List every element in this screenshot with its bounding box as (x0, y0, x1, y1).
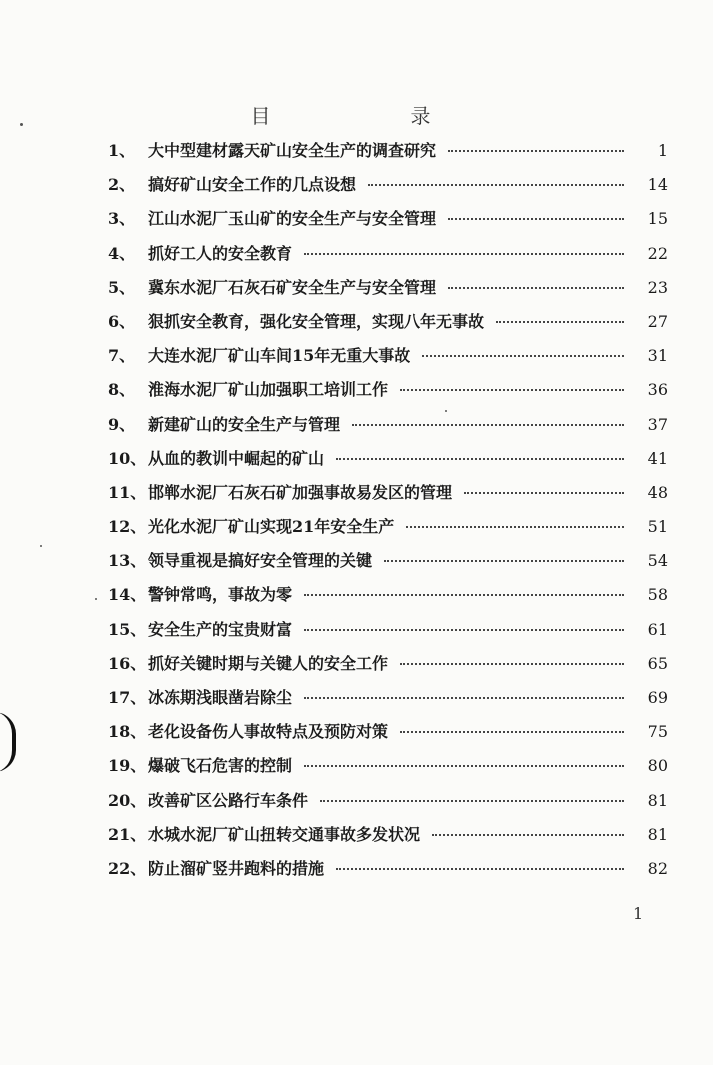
dot-leader (422, 355, 624, 357)
toc-entry-page: 81 (647, 824, 668, 844)
dot-leader (336, 868, 624, 870)
toc-entry-number: 20、 (108, 790, 147, 810)
dot-leader (432, 834, 624, 836)
toc-entry (108, 172, 668, 206)
dot-leader (304, 594, 624, 596)
toc-entry (108, 309, 668, 343)
toc-entry-title: 大中型建材露天矿山安全生产的调查研究 (148, 141, 437, 160)
toc-entry-title: 大连水泥厂矿山车间15年无重大事故 (148, 346, 411, 366)
dot-leader (304, 253, 624, 255)
toc-entry (108, 617, 668, 651)
toc-entry-number: 12、 (108, 517, 147, 537)
dot-leader (336, 458, 624, 460)
dot-leader (352, 424, 624, 426)
dot-leader (496, 321, 624, 323)
toc-entry-title: 搞好矿山安全工作的几点设想 (148, 175, 357, 195)
toc-entry-page: 54 (647, 551, 668, 571)
toc-entry-title: 水城水泥厂矿山扭转交通事故多发状况 (148, 824, 421, 844)
toc-entry-number: 18、 (108, 722, 147, 742)
toc-entry-page: 37 (647, 414, 668, 434)
table-of-contents (108, 138, 668, 890)
toc-entry-number: 6、 (108, 311, 136, 331)
toc-entry (108, 788, 668, 822)
toc-entry-page: 1 (657, 141, 668, 160)
toc-entry-page: 51 (647, 517, 668, 537)
toc-entry (108, 651, 668, 685)
toc-entry-number: 1、 (108, 141, 136, 160)
dot-leader (448, 218, 624, 220)
toc-entry-number: 17、 (108, 688, 147, 707)
binding-mark (0, 712, 16, 772)
toc-entry-number: 8、 (108, 380, 136, 400)
scan-speck (20, 123, 23, 126)
toc-entry-page: 31 (647, 346, 668, 366)
toc-entry-number: 5、 (108, 277, 136, 297)
dot-leader (400, 389, 624, 391)
toc-entry-title: 防止溜矿竖井跑料的措施 (148, 858, 325, 878)
toc-entry-number: 9、 (108, 414, 136, 434)
toc-entry-page: 22 (647, 243, 668, 263)
toc-entry-page: 80 (647, 756, 668, 776)
toc-entry-number: 22、 (108, 858, 147, 878)
dot-leader (400, 731, 624, 733)
toc-entry-number: 11、 (108, 482, 147, 502)
toc-entry-page: 65 (647, 653, 668, 673)
toc-entry-number: 14、 (108, 585, 147, 605)
toc-entry (108, 377, 668, 411)
toc-entry (108, 480, 668, 514)
toc-entry (108, 446, 668, 480)
toc-entry-number: 13、 (108, 551, 147, 571)
toc-entry (108, 412, 668, 446)
toc-entry (108, 206, 668, 240)
toc-entry-page: 58 (647, 585, 668, 605)
toc-entry-page: 15 (647, 209, 668, 229)
toc-entry-title: 改善矿区公路行车条件 (148, 790, 309, 810)
toc-entry (108, 856, 668, 890)
dot-leader (400, 663, 624, 665)
toc-entry-number: 16、 (108, 653, 147, 673)
toc-entry (108, 685, 668, 719)
dot-leader (368, 184, 624, 186)
toc-entry-number: 15、 (108, 619, 147, 639)
scan-speck (40, 545, 42, 547)
toc-entry-page: 61 (647, 619, 668, 639)
toc-entry-number: 7、 (108, 346, 136, 366)
dot-leader (304, 629, 624, 631)
toc-entry-page: 75 (647, 722, 668, 742)
toc-entry-number: 21、 (108, 824, 147, 844)
toc-entry-title: 狠抓安全教育，强化安全管理，实现八年无事故 (148, 311, 485, 331)
toc-entry-title: 抓好工人的安全教育 (148, 243, 293, 263)
toc-entry (108, 582, 668, 616)
toc-entry-page: 36 (647, 380, 668, 400)
toc-entry-number: 10、 (108, 448, 147, 468)
dot-leader (448, 150, 624, 152)
toc-entry (108, 343, 668, 377)
toc-entry-page: 81 (647, 790, 668, 810)
toc-entry-title: 冀东水泥厂石灰石矿安全生产与安全管理 (148, 277, 437, 297)
toc-heading: 目 录 (250, 104, 491, 128)
toc-entry (108, 275, 668, 309)
toc-entry-title: 警钟常鸣，事故为零 (148, 585, 293, 605)
toc-entry-page: 48 (647, 482, 668, 502)
toc-entry-title: 新建矿山的安全生产与管理 (148, 414, 341, 434)
scan-speck (445, 410, 447, 412)
dot-leader (304, 765, 624, 767)
toc-entry-title: 冰冻期浅眼凿岩除尘 (148, 688, 293, 707)
toc-entry (108, 138, 668, 172)
toc-entry (108, 822, 668, 856)
toc-entry (108, 719, 668, 753)
dot-leader (320, 800, 624, 802)
dot-leader (304, 697, 624, 699)
toc-entry-title: 领导重视是搞好安全管理的关键 (148, 551, 373, 571)
dot-leader (384, 560, 624, 562)
toc-entry-title: 江山水泥厂玉山矿的安全生产与安全管理 (148, 209, 437, 229)
toc-entry-page: 27 (647, 311, 668, 331)
toc-entry (108, 548, 668, 582)
toc-entry-title: 安全生产的宝贵财富 (148, 619, 293, 639)
dot-leader (448, 287, 624, 289)
toc-entry (108, 514, 668, 548)
scan-speck (95, 598, 97, 600)
toc-entry-title: 抓好关键时期与关键人的安全工作 (148, 653, 389, 673)
toc-entry-title: 邯郸水泥厂石灰石矿加强事故易发区的管理 (148, 482, 453, 502)
footer-page-number: 1 (633, 904, 644, 923)
toc-entry-page: 69 (647, 688, 668, 707)
dot-leader (406, 526, 624, 528)
toc-entry-title: 淮海水泥厂矿山加强职工培训工作 (148, 380, 389, 400)
toc-entry-title: 老化设备伤人事故特点及预防对策 (148, 722, 389, 742)
dot-leader (464, 492, 624, 494)
toc-entry-page: 14 (647, 175, 668, 195)
toc-entry-title: 光化水泥厂矿山实现21年安全生产 (148, 517, 395, 537)
toc-entry-page: 23 (647, 277, 668, 297)
toc-entry-number: 2、 (108, 175, 136, 195)
toc-entry (108, 753, 668, 787)
toc-entry-number: 4、 (108, 243, 136, 263)
toc-entry (108, 241, 668, 275)
toc-entry-page: 82 (647, 858, 668, 878)
toc-entry-page: 41 (647, 448, 668, 468)
toc-entry-number: 3、 (108, 209, 136, 229)
toc-entry-number: 19、 (108, 756, 147, 776)
toc-entry-title: 从血的教训中崛起的矿山 (148, 448, 325, 468)
toc-entry-title: 爆破飞石危害的控制 (148, 756, 293, 776)
